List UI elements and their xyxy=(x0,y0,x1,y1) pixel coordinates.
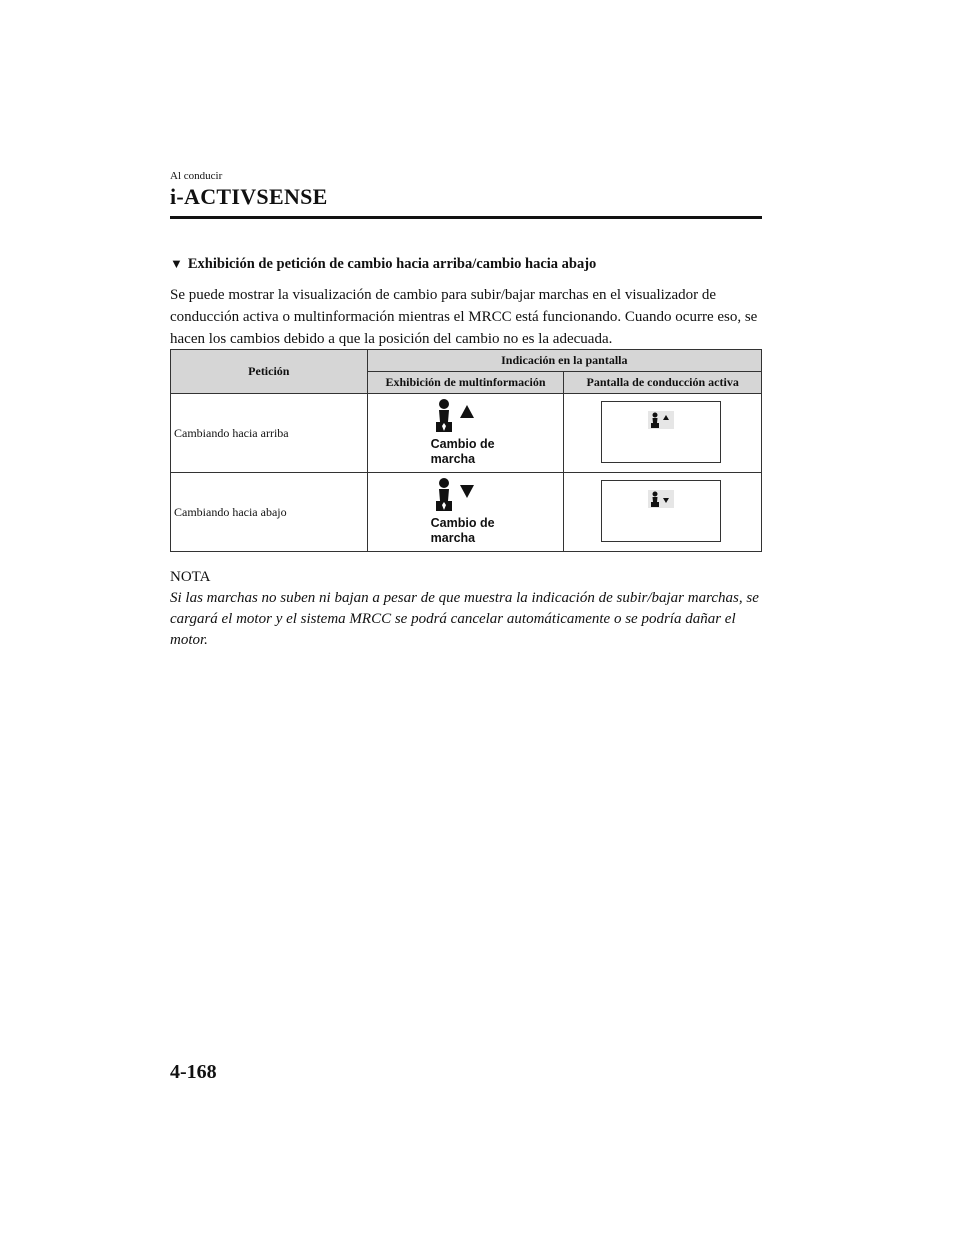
multi-info-cell xyxy=(367,394,564,473)
note-text: Si las marchas no suben ni bajan a pesar de que muestra la indicación de subir/bajar marchas, se cargará el motor y el sistema MRCC se podrá cancelar automáticamente o se podría dañar el motor. xyxy=(170,590,759,648)
active-display-frame xyxy=(601,401,721,463)
page-number: 4-168 xyxy=(170,1061,217,1083)
display-label: Cambio de marcha xyxy=(430,437,495,466)
header-multi-info: Exhibición de multinformación xyxy=(367,372,564,394)
subsection-heading xyxy=(170,256,596,273)
subsection-heading-text: Exhibición de petición de cambio hacia arriba/cambio hacia abajo xyxy=(187,256,597,272)
shift-down-icon xyxy=(434,477,478,513)
paragraph-text: Se puede mostrar la visualización de cambio para subir/bajar marchas en el visualizador de conducción activa o multinformación mientras el MRCC está funcionando. Cuando ocurre eso, se hacen los cambios debido a que la posición del cambio no es la adecuada. xyxy=(170,287,758,347)
shift-up-small-icon xyxy=(648,411,674,429)
note-title: NOTA xyxy=(170,569,211,585)
header-rule xyxy=(170,216,762,219)
active-display-cell xyxy=(564,394,762,473)
triangle-marker-icon: ▼ xyxy=(170,256,183,271)
request-label: Cambiando hacia arriba xyxy=(171,394,368,473)
active-display-cell xyxy=(564,473,762,552)
table-row xyxy=(171,473,762,552)
header-active-display: Pantalla de conducción activa xyxy=(564,372,762,394)
section-title: i-ACTIVSENSE xyxy=(170,184,328,209)
header-indication: Indicación en la pantalla xyxy=(367,350,761,372)
shift-up-icon xyxy=(434,398,478,434)
active-display-frame xyxy=(601,480,721,542)
display-label: Cambio de marcha xyxy=(430,516,495,545)
shift-request-table xyxy=(170,349,762,552)
body-paragraph xyxy=(170,284,770,350)
shift-down-small-icon xyxy=(648,490,674,508)
header-request: Petición xyxy=(171,350,368,394)
request-label: Cambiando hacia abajo xyxy=(171,473,368,552)
table-row xyxy=(171,394,762,473)
multi-info-cell xyxy=(367,473,564,552)
chapter-title: Al conducir xyxy=(170,170,223,182)
